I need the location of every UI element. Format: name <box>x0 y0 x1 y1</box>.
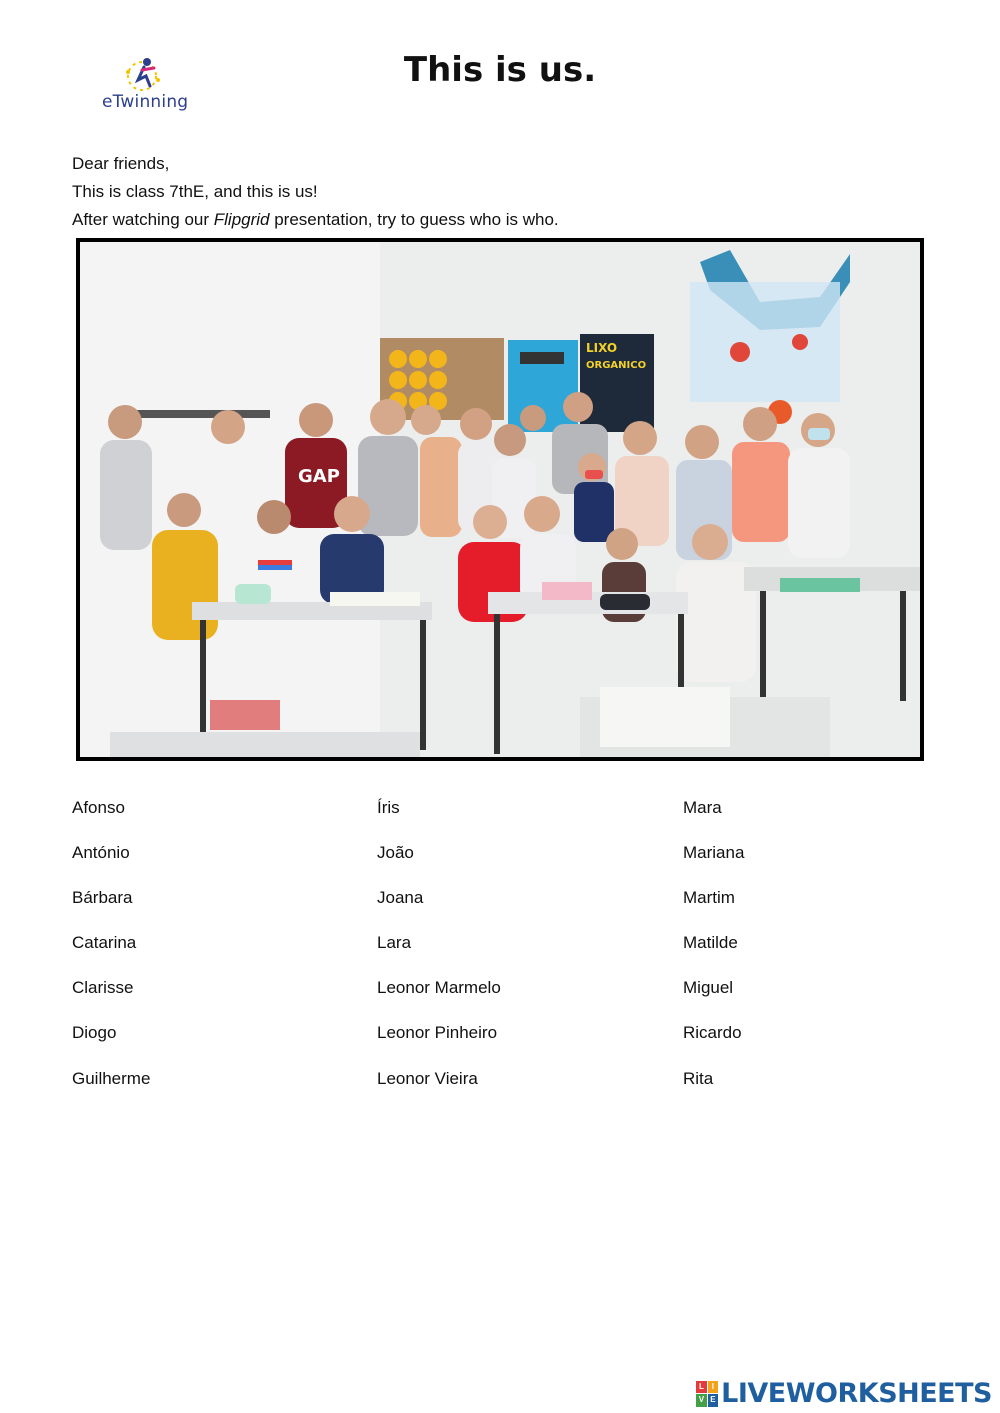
badge-letter: L <box>696 1381 707 1394</box>
instruction-start: After watching our <box>72 210 214 229</box>
list-item: Mara <box>683 798 722 817</box>
list-item: António <box>72 843 130 863</box>
list-item: Diogo <box>72 1023 117 1043</box>
instruction-end: presentation, try to guess who is who. <box>269 210 559 229</box>
brand-name: LIVEWORKSHEETS <box>721 1378 992 1409</box>
badge-letter: V <box>696 1394 707 1407</box>
liveworksheets-footer[interactable] <box>696 1378 992 1409</box>
class-photo-illustration <box>80 242 920 757</box>
badge-letter: E <box>708 1394 719 1407</box>
liveworksheets-logo-icon <box>696 1381 718 1407</box>
page-title: This is us. <box>403 50 597 90</box>
list-item: Lara <box>377 933 412 953</box>
greeting: Dear friends, <box>72 154 170 173</box>
list-item: Rita <box>683 1068 714 1088</box>
list-item: João <box>377 843 414 863</box>
shirt-text: GAP <box>298 466 340 487</box>
instruction-line <box>72 206 559 234</box>
list-item: Mariana <box>683 843 745 863</box>
list-item: Martim <box>683 888 735 908</box>
list-item: Ricardo <box>683 1023 742 1043</box>
list-item: Miguel <box>683 978 734 998</box>
poster-text-2: ORGANICO <box>586 360 647 371</box>
flipgrid-emphasis: Flipgrid <box>213 210 270 229</box>
list-item: Leonor Marmelo <box>377 978 501 998</box>
list-item: Íris <box>377 798 400 817</box>
name-column-1 <box>72 796 372 1112</box>
poster-text-1: LIXO <box>586 341 618 355</box>
list-item: Clarisse <box>72 978 134 998</box>
list-item: Matilde <box>683 933 738 953</box>
class-line: This is class 7thE, and this is us! <box>72 182 318 201</box>
name-column-3 <box>683 796 983 1112</box>
logo-text: eTwinning <box>102 92 189 112</box>
intro-text <box>72 150 559 234</box>
list-item: Bárbara <box>72 888 133 908</box>
list-item: Leonor Vieira <box>377 1068 478 1088</box>
list-item: Afonso <box>72 798 125 817</box>
name-column-2 <box>377 796 677 1112</box>
class-photo <box>76 238 924 761</box>
list-item: Catarina <box>72 933 137 953</box>
list-item: Guilherme <box>72 1068 151 1088</box>
list-item: Joana <box>377 888 424 908</box>
list-item: Leonor Pinheiro <box>377 1023 498 1043</box>
badge-letter: I <box>708 1381 719 1394</box>
